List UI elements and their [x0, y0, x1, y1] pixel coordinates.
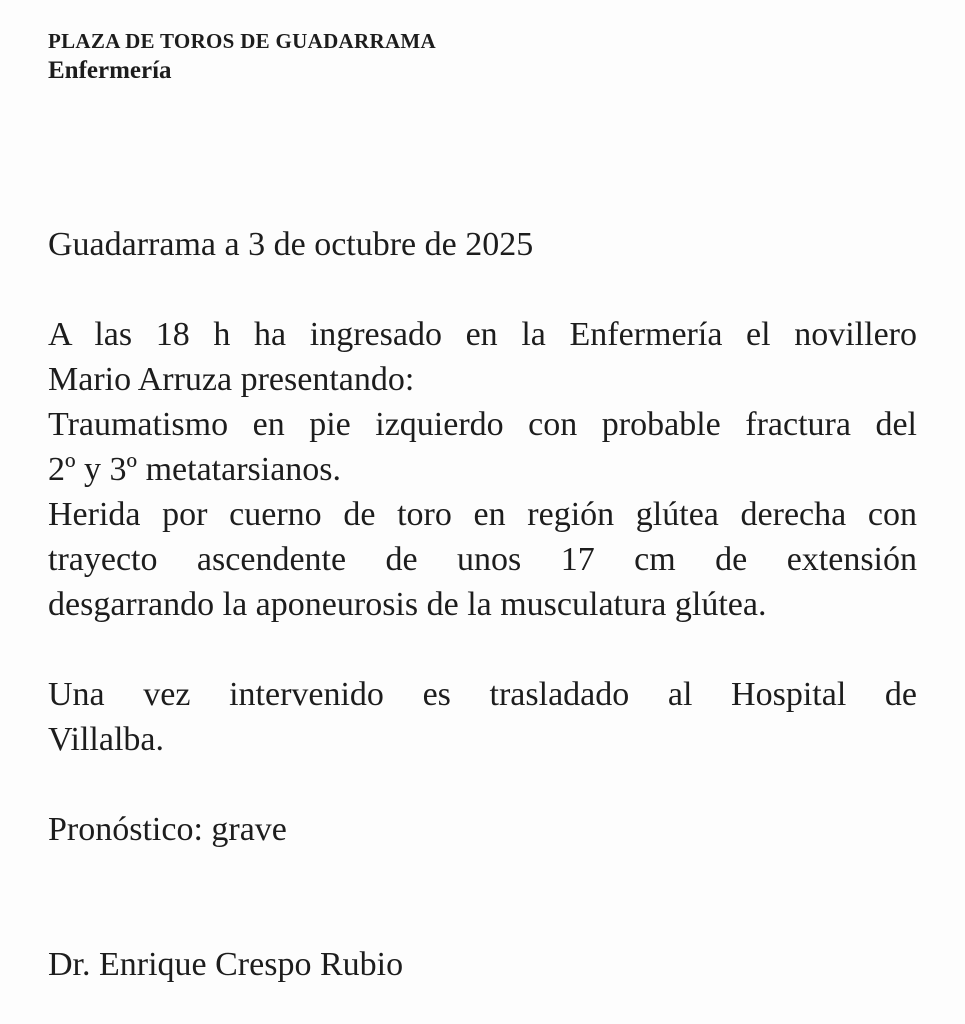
injury-2-line-1: Herida por cuerno de toro en región glútea derecha con	[48, 496, 917, 533]
date-line: Guadarrama a 3 de octubre de 2025	[48, 226, 534, 263]
report-body	[48, 222, 917, 987]
admission-paragraph	[48, 312, 917, 402]
transfer-line-2: Villalba.	[48, 721, 164, 758]
transfer-paragraph	[48, 672, 917, 762]
prognosis-line: Pronóstico: grave	[48, 811, 287, 848]
signature-line: Dr. Enrique Crespo Rubio	[48, 946, 404, 983]
injury-1-line-1: Traumatismo en pie izquierdo con probable fractura del	[48, 406, 917, 443]
admission-line-2: Mario Arruza presentando:	[48, 361, 415, 398]
letterhead	[48, 28, 917, 87]
department-name: Enfermería	[48, 57, 172, 84]
injury-1-paragraph	[48, 402, 917, 492]
injury-2-paragraph	[48, 492, 917, 627]
organization-name: PLAZA DE TOROS DE GUADARRAMA	[48, 29, 436, 53]
admission-line-1: A las 18 h ha ingresado en la Enfermería el novillero	[48, 316, 917, 353]
injury-1-line-2: 2º y 3º metatarsianos.	[48, 451, 342, 488]
injury-2-line-3: desgarrando la aponeurosis de la musculatura glútea.	[48, 586, 767, 623]
transfer-line-1: Una vez intervenido es trasladado al Hospital de	[48, 676, 917, 713]
injury-2-line-2: trayecto ascendente de unos 17 cm de extensión	[48, 541, 917, 578]
